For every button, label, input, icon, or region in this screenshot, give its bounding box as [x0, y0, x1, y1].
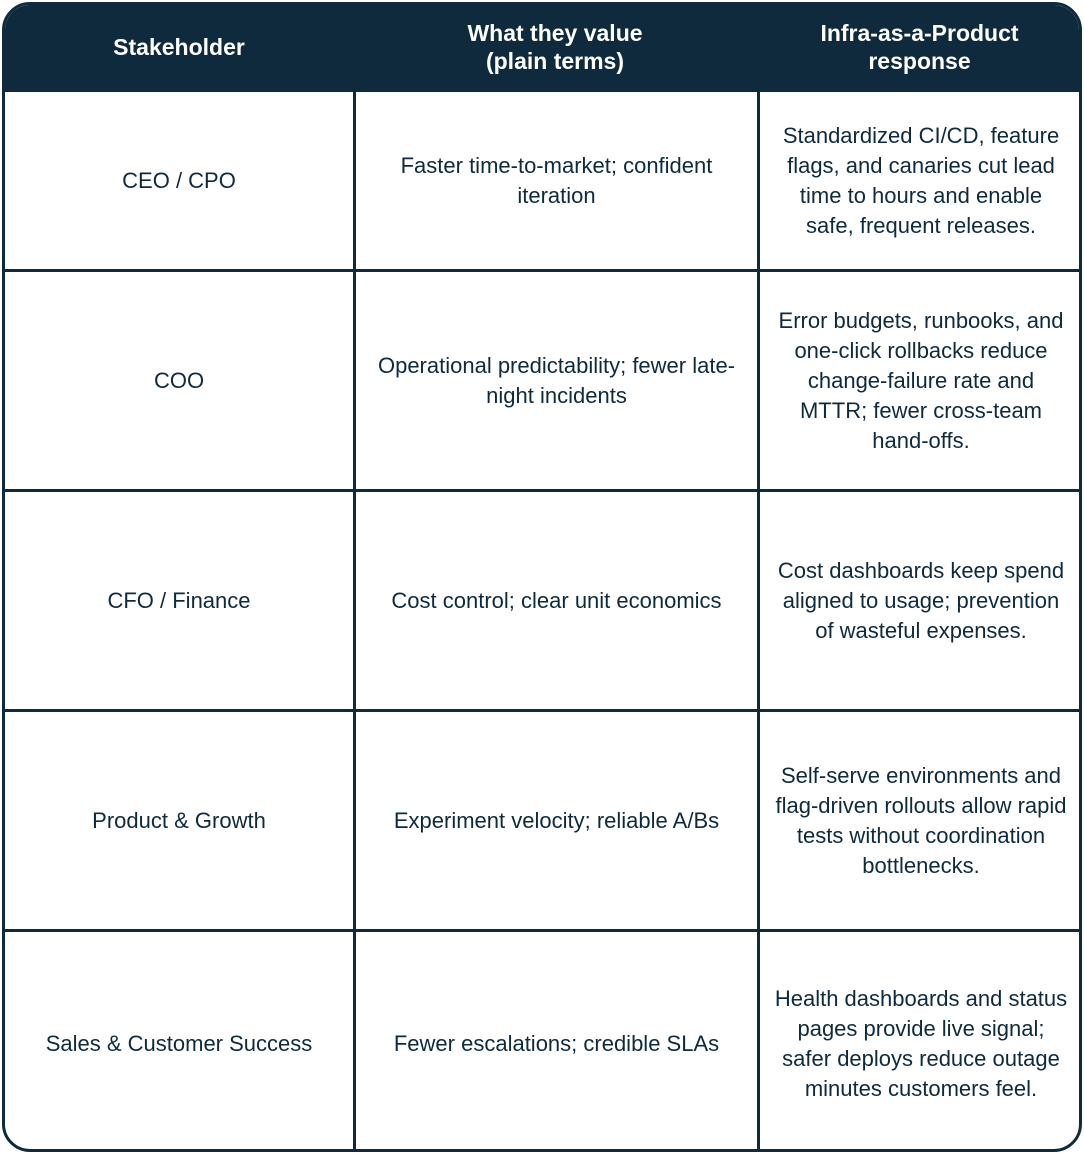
- stakeholder-cell: [5, 492, 353, 709]
- value-text: Fewer escalations; credible SLAs: [393, 1030, 720, 1056]
- response-text: Standardized CI/CD, feature flags, and canaries cut lead time to hours and enable safe, frequent releases.: [782, 122, 1060, 238]
- response-cell: [757, 492, 1082, 709]
- stakeholder-cell: [5, 712, 353, 929]
- response-text: Health dashboards and status pages provide live signal; safer deploys reduce outage minutes customers feel.: [774, 985, 1068, 1101]
- table-header-row: [5, 5, 1079, 89]
- stakeholder-text: Sales & Customer Success: [45, 1030, 313, 1056]
- stakeholder-table: [2, 2, 1082, 1152]
- stakeholder-cell: [5, 272, 353, 489]
- stakeholder-text: CEO / CPO: [122, 167, 236, 193]
- value-text: Faster time-to-market; confident iteration: [400, 152, 713, 208]
- response-cell: [757, 712, 1082, 929]
- stakeholder-cell: [5, 932, 353, 1152]
- header-stakeholder: [5, 5, 353, 89]
- table-row: [5, 709, 1079, 929]
- table-row: [5, 489, 1079, 709]
- value-cell: [353, 272, 757, 489]
- value-text: Operational predictability; fewer late-night incidents: [377, 352, 736, 408]
- response-cell: [757, 932, 1082, 1152]
- header-value: [353, 5, 757, 89]
- response-cell: [757, 272, 1082, 489]
- header-stakeholder-label: Stakeholder: [113, 34, 245, 60]
- value-cell: [353, 932, 757, 1152]
- value-text: Experiment velocity; reliable A/Bs: [393, 807, 720, 833]
- value-cell: [353, 92, 757, 269]
- table-row: [5, 89, 1079, 269]
- stakeholder-text: CFO / Finance: [107, 587, 251, 613]
- value-cell: [353, 492, 757, 709]
- response-cell: [757, 92, 1082, 269]
- table-row: [5, 929, 1079, 1152]
- table-row: [5, 269, 1079, 489]
- stakeholder-cell: [5, 92, 353, 269]
- value-cell: [353, 712, 757, 929]
- value-text: Cost control; clear unit economics: [391, 587, 722, 613]
- header-response-label: Infra-as-a-Product response: [820, 20, 1019, 74]
- stakeholder-text: Product & Growth: [92, 807, 266, 833]
- stakeholder-text: COO: [153, 367, 205, 393]
- response-text: Error budgets, runbooks, and one-click rollbacks reduce change-failure rate and MTTR; fewer cross-team hand-offs.: [778, 307, 1064, 453]
- header-response: [757, 5, 1082, 89]
- header-value-label: What they value (plain terms): [467, 20, 643, 74]
- response-text: Cost dashboards keep spend aligned to usage; prevention of wasteful expenses.: [777, 557, 1065, 643]
- response-text: Self-serve environments and flag-driven rollouts allow rapid tests without coordination bottlenecks.: [775, 762, 1067, 878]
